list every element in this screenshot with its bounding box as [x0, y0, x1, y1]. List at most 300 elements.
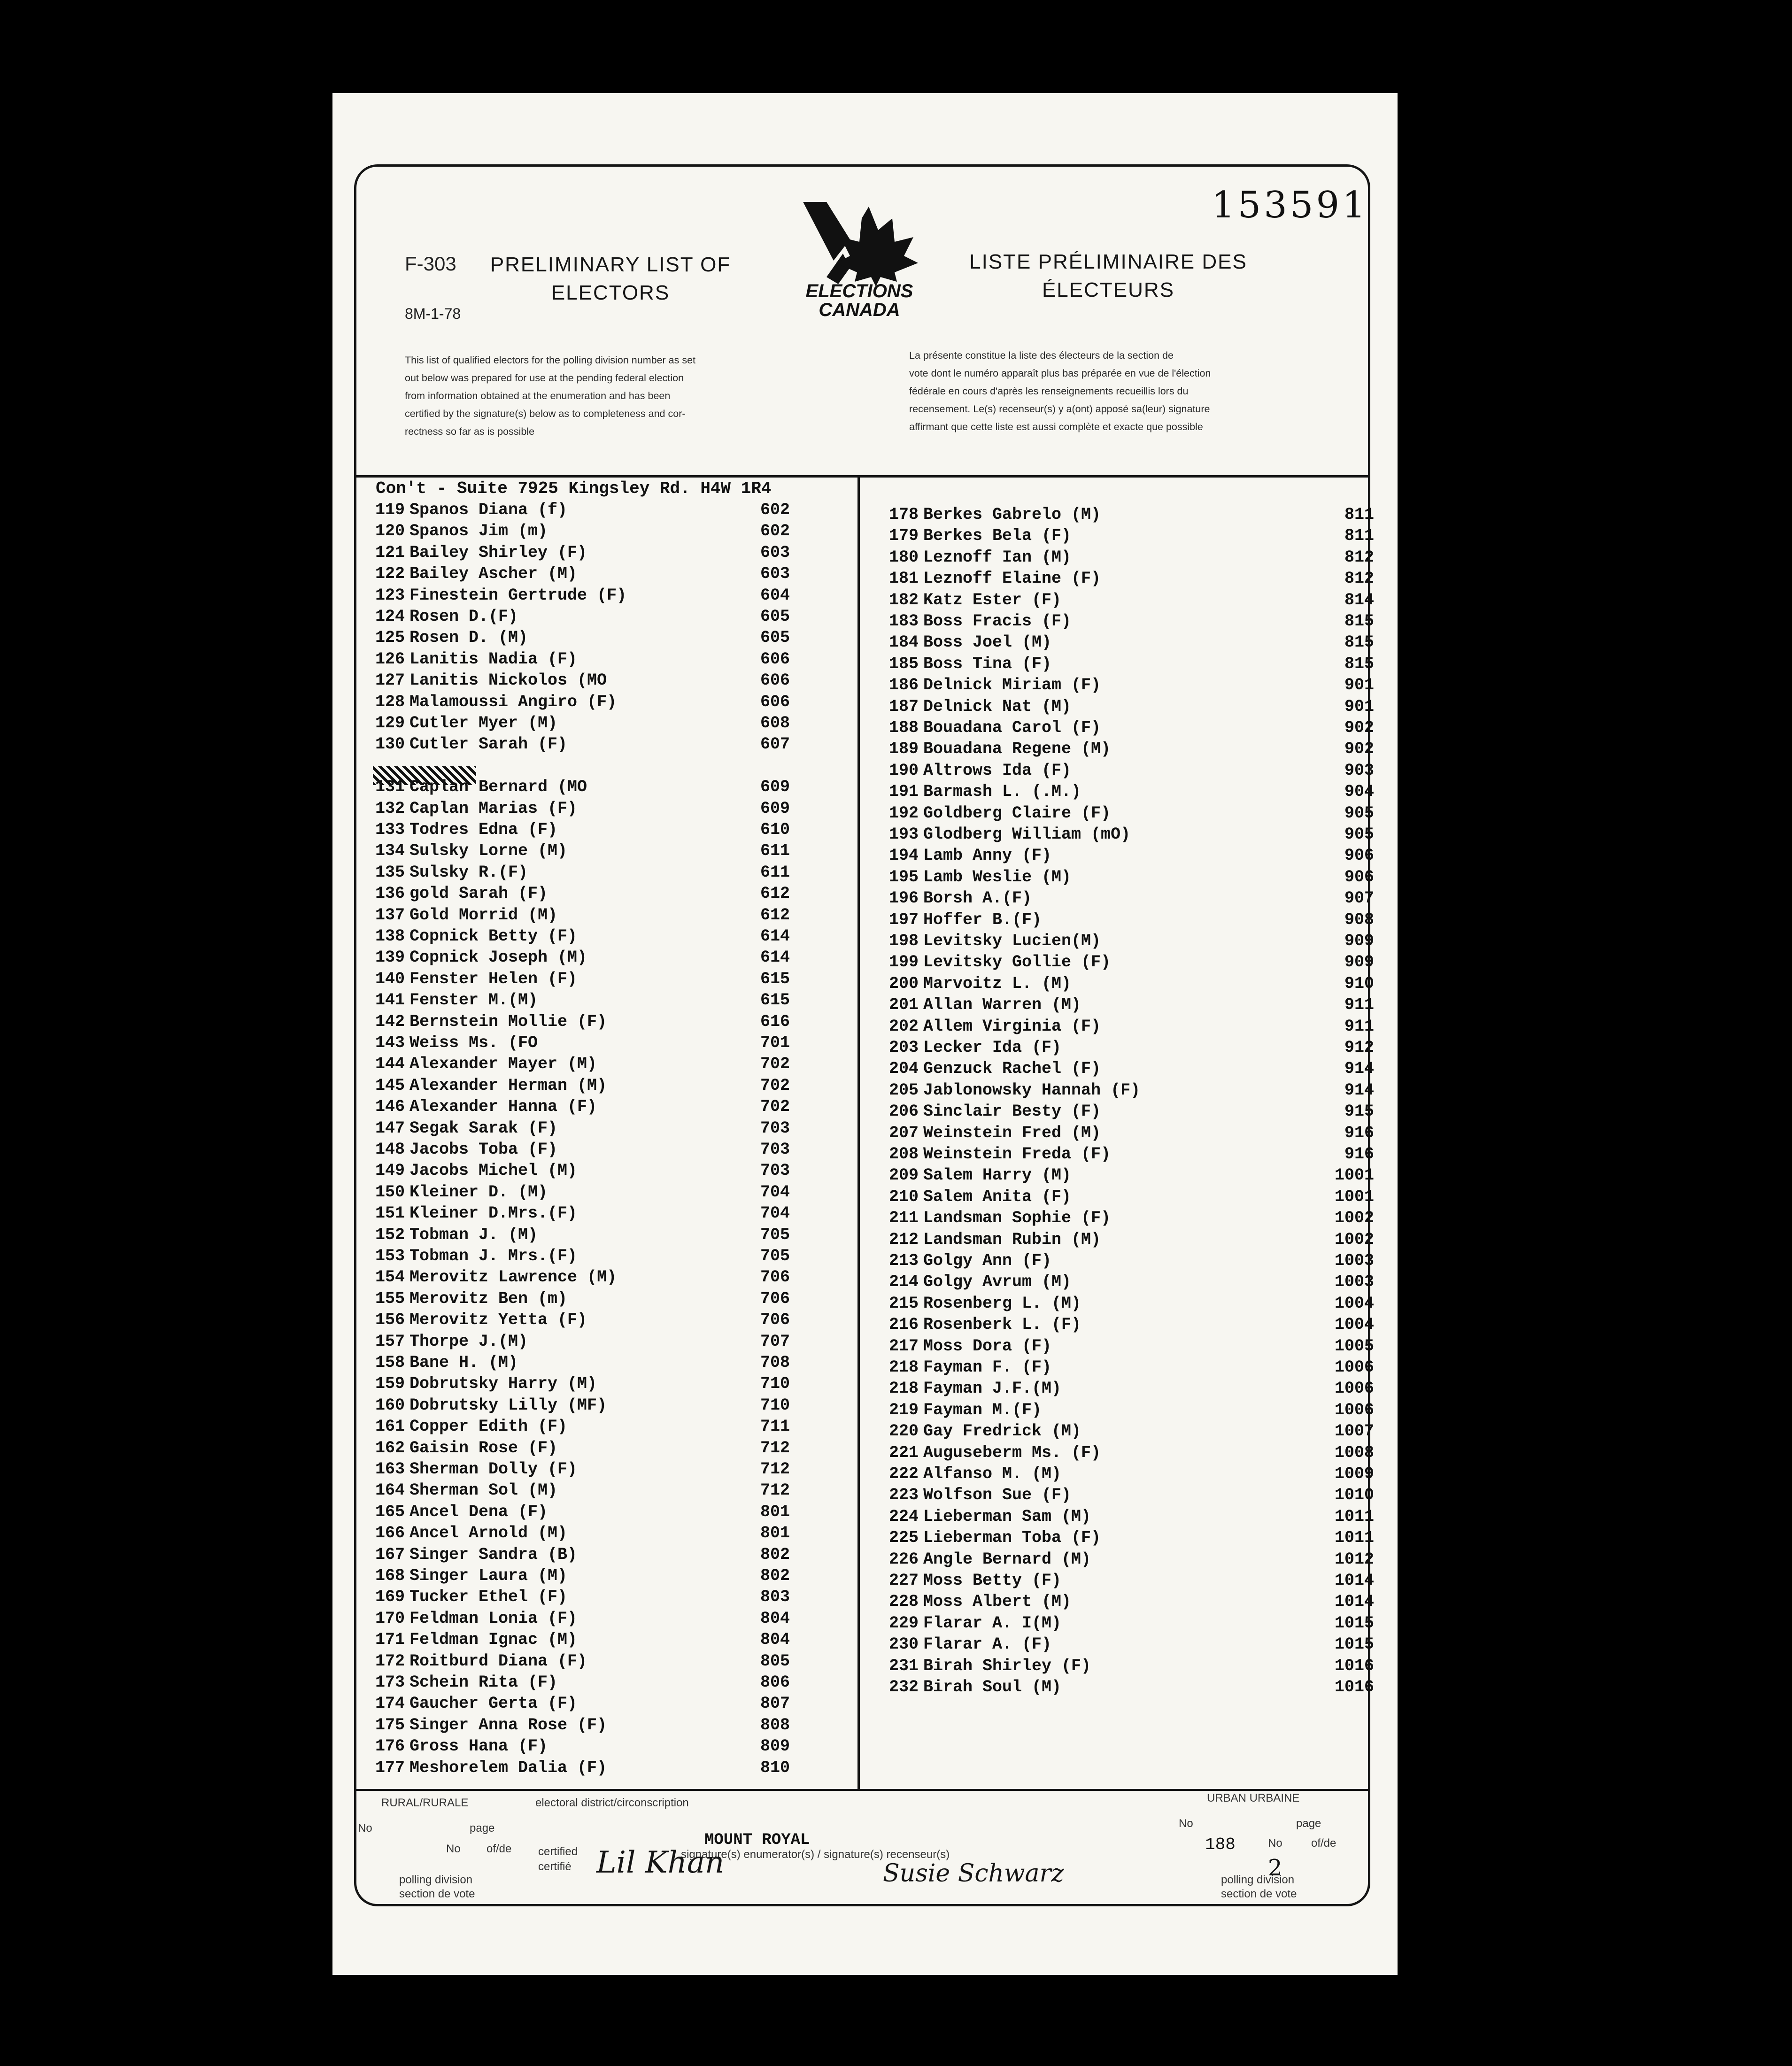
elector-number: 148 — [375, 1140, 405, 1159]
elector-name: Sulsky Lorne (M) — [409, 841, 568, 861]
title-french — [958, 248, 1259, 304]
elector-entry — [876, 1677, 1383, 1698]
elector-number: 172 — [375, 1651, 405, 1671]
elector-number: 120 — [375, 522, 405, 541]
elector-number: 178 — [888, 505, 919, 524]
elector-number: 222 — [888, 1465, 919, 1483]
elector-number: 179 — [888, 526, 919, 546]
elector-address: 1002 — [1334, 1209, 1374, 1228]
elector-name: Bailey Ascher (M) — [409, 564, 578, 584]
elector-number: 217 — [888, 1336, 919, 1356]
district-label: electoral district/circonscription — [535, 1796, 689, 1809]
elector-number: 139 — [375, 948, 405, 967]
elector-name: Rosenberk L. (F) — [923, 1315, 1081, 1334]
elector-entry — [363, 1672, 799, 1693]
elector-entry — [876, 1421, 1383, 1442]
elector-address: 914 — [1344, 1080, 1374, 1100]
elector-address: 609 — [760, 778, 790, 797]
elector-number: 229 — [888, 1613, 919, 1633]
elector-entry — [363, 1075, 799, 1096]
intro-line: certified by the signature(s) below as to completeness and cor- — [405, 408, 686, 419]
elector-name: Berkes Gabrelo (M) — [923, 505, 1101, 524]
title-french-line-1: LISTE PRÉLIMINAIRE DES — [969, 250, 1247, 273]
elector-number: 191 — [888, 782, 919, 802]
elector-address: 703 — [760, 1118, 790, 1138]
elector-address: 606 — [760, 692, 790, 711]
elector-address: 901 — [1344, 676, 1374, 695]
elector-entry — [876, 1506, 1383, 1527]
elector-entry — [363, 1331, 799, 1352]
elector-address: 1002 — [1334, 1230, 1374, 1249]
polling-division-label-fr: section de vote — [399, 1888, 475, 1900]
elector-entry — [363, 500, 799, 521]
elector-address: 811 — [1344, 526, 1374, 546]
elector-entry — [363, 1544, 799, 1565]
title-english-line-1: PRELIMINARY LIST OF — [490, 253, 731, 276]
elector-name: Boss Tina (F) — [923, 654, 1052, 673]
elector-name: Boss Joel (M) — [923, 633, 1052, 652]
elector-entry — [363, 585, 799, 606]
elector-entry — [363, 1608, 799, 1629]
elector-entry — [363, 734, 799, 755]
elector-number: 167 — [375, 1545, 405, 1564]
elector-address: 705 — [760, 1247, 790, 1265]
elector-number: 169 — [375, 1588, 405, 1607]
elector-entry — [876, 781, 1383, 802]
elector-address: 604 — [760, 586, 790, 605]
elector-entry — [876, 1549, 1383, 1570]
elector-name: Cutler Myer (M) — [409, 714, 558, 732]
elector-entry — [876, 504, 1383, 525]
elector-number: 158 — [375, 1353, 405, 1372]
elector-name: Goldberg Claire (F) — [923, 803, 1111, 823]
elector-entry — [876, 1314, 1383, 1335]
elector-address: 807 — [760, 1694, 790, 1713]
title-english — [488, 251, 733, 307]
elector-address: 602 — [760, 522, 790, 541]
elector-address: 705 — [760, 1225, 790, 1244]
elector-entry — [363, 1096, 799, 1118]
elector-entry — [363, 1160, 799, 1181]
elector-number: 165 — [375, 1502, 405, 1521]
elector-name: Barmash L. (.M.) — [923, 782, 1081, 802]
elector-entry — [363, 1267, 799, 1288]
elector-entry — [363, 1523, 799, 1544]
elector-name: Bouadana Regene (M) — [923, 740, 1111, 759]
elector-name: Alfanso M. (M) — [923, 1465, 1062, 1483]
elector-address: 1009 — [1334, 1465, 1374, 1483]
elector-entry — [363, 1139, 799, 1160]
elector-entry — [363, 883, 799, 904]
elector-name: Gold Morrid (M) — [409, 905, 558, 925]
elector-name: Flarar A. (F) — [923, 1635, 1052, 1654]
elector-entry — [363, 1736, 799, 1757]
urban-label: URBAN URBAINE — [1207, 1792, 1300, 1804]
elector-number: 146 — [375, 1097, 405, 1117]
elector-entry — [363, 905, 799, 926]
elector-number: 166 — [375, 1524, 405, 1543]
elector-number: 121 — [375, 543, 405, 562]
elector-address: 1014 — [1334, 1571, 1374, 1590]
logo-line-1: ELECTIONS — [805, 281, 913, 301]
elector-address: 704 — [760, 1204, 790, 1223]
rural-no-label: No — [358, 1822, 372, 1835]
elector-name: Spanos Diana (f) — [409, 501, 568, 519]
elector-name: Dobrutsky Lilly (MF) — [409, 1395, 607, 1415]
elector-number: 159 — [375, 1374, 405, 1394]
elector-entry — [876, 654, 1383, 675]
elector-address: 905 — [1344, 825, 1374, 844]
elector-number: 153 — [375, 1247, 405, 1265]
elector-entry — [876, 611, 1383, 632]
elector-name: Copnick Betty (F) — [409, 927, 578, 946]
elector-entry — [363, 1011, 799, 1033]
elector-number: 149 — [375, 1161, 405, 1180]
elector-address: 1003 — [1334, 1251, 1374, 1270]
elector-name: Malamoussi Angiro (F) — [409, 692, 617, 711]
elector-address: 801 — [760, 1502, 790, 1521]
elector-number: 133 — [375, 820, 405, 839]
elector-name: Dobrutsky Harry (M) — [409, 1374, 597, 1394]
elector-number: 125 — [375, 628, 405, 648]
elector-address: 1007 — [1334, 1422, 1374, 1441]
elector-entry — [363, 542, 799, 563]
elector-name: Lieberman Toba (F) — [923, 1528, 1101, 1548]
elector-name: gold Sarah (F) — [409, 884, 548, 903]
elector-name: Angle Bernard (M) — [923, 1550, 1091, 1569]
elector-name: Auguseberm Ms. (F) — [923, 1443, 1101, 1462]
elector-number: 143 — [375, 1033, 405, 1052]
elector-number: 199 — [888, 953, 919, 972]
elector-number: 155 — [375, 1289, 405, 1308]
elector-address: 609 — [760, 799, 790, 818]
elector-name: Landsman Sophie (F) — [923, 1209, 1111, 1228]
elector-entry — [876, 1208, 1383, 1229]
elector-name: Golgy Ann (F) — [923, 1251, 1052, 1270]
elector-name: Fenster M.(M) — [409, 991, 538, 1010]
elector-number: 156 — [375, 1311, 405, 1330]
elector-entry — [876, 1485, 1383, 1506]
elector-entry — [363, 1352, 799, 1373]
elector-name: Leznoff Elaine (F) — [923, 569, 1101, 588]
header-divider — [354, 475, 1368, 478]
elector-name: Birah Soul (M) — [923, 1678, 1062, 1696]
elector-number: 150 — [375, 1182, 405, 1202]
footer-divider — [354, 1789, 1368, 1791]
elector-name: Merovitz Yetta (F) — [409, 1311, 587, 1330]
elector-entry — [876, 1229, 1383, 1250]
elector-name: Alexander Hanna (F) — [409, 1097, 597, 1117]
elector-name: Tobman J. Mrs.(F) — [409, 1247, 578, 1265]
elector-number: 225 — [888, 1528, 919, 1548]
elector-address: 606 — [760, 649, 790, 669]
elector-address: 710 — [760, 1374, 790, 1394]
elector-entry — [363, 692, 799, 713]
elector-number: 171 — [375, 1630, 405, 1650]
elector-address: 706 — [760, 1289, 790, 1308]
elector-number: 124 — [375, 607, 405, 626]
elector-number: 136 — [375, 884, 405, 903]
elector-address: 806 — [760, 1673, 790, 1692]
elector-number: 187 — [888, 697, 919, 716]
elector-name: Kleiner D.Mrs.(F) — [409, 1204, 578, 1223]
elector-number: 204 — [888, 1059, 919, 1079]
elector-name: Gross Hana (F) — [409, 1737, 548, 1756]
title-english-line-2: ELECTORS — [551, 281, 670, 304]
elector-name: Rosenberg L. (M) — [923, 1294, 1081, 1313]
elector-number: 138 — [375, 927, 405, 946]
elector-number: 162 — [375, 1438, 405, 1457]
electoral-district-name: MOUNT ROYAL — [704, 1831, 810, 1849]
elector-name: Hoffer B.(F) — [923, 910, 1042, 929]
elector-entry — [876, 1165, 1383, 1186]
elector-name: Ancel Dena (F) — [409, 1502, 548, 1521]
rural-label: RURAL/RURALE — [381, 1796, 469, 1809]
intro-line: out below was prepared for use at the pending federal election — [405, 372, 684, 384]
elector-address: 1015 — [1334, 1635, 1374, 1654]
elector-name: Gay Fredrick (M) — [923, 1422, 1081, 1441]
elector-entry — [363, 521, 799, 542]
elector-address: 706 — [760, 1311, 790, 1330]
elector-address: 1008 — [1334, 1443, 1374, 1462]
elector-address: 915 — [1344, 1102, 1374, 1121]
elector-name: Fayman M.(F) — [923, 1400, 1042, 1419]
elector-entry — [876, 675, 1383, 696]
elector-entry — [876, 1272, 1383, 1293]
elector-entry — [876, 696, 1383, 717]
elector-number: 129 — [375, 714, 405, 732]
elector-number: 203 — [888, 1038, 919, 1057]
elector-entry — [876, 888, 1383, 909]
elector-entry — [876, 717, 1383, 739]
elector-address: 907 — [1344, 889, 1374, 908]
elector-address: 815 — [1344, 654, 1374, 673]
elector-number: 230 — [888, 1635, 919, 1654]
elector-entry — [363, 947, 799, 968]
continuation-address: Con't - Suite 7925 Kingsley Rd. H4W 1R4 — [376, 479, 772, 498]
elector-entry — [876, 568, 1383, 589]
elector-number: 144 — [375, 1055, 405, 1074]
elector-name: Salem Harry (M) — [923, 1166, 1072, 1185]
elector-entry — [876, 739, 1383, 760]
rural-page-label: page — [470, 1822, 495, 1835]
elector-address: 615 — [760, 991, 790, 1010]
elector-entry — [363, 1693, 799, 1714]
elector-name: Kleiner D. (M) — [409, 1182, 548, 1202]
elector-address: 916 — [1344, 1145, 1374, 1164]
elector-number: 161 — [375, 1417, 405, 1436]
elector-entry — [363, 1310, 799, 1331]
elector-number: 128 — [375, 692, 405, 711]
elector-number: 223 — [888, 1486, 919, 1505]
elector-name: Feldman Lonia (F) — [409, 1609, 578, 1628]
elector-address: 615 — [760, 969, 790, 988]
elector-address: 909 — [1344, 932, 1374, 950]
elector-address: 712 — [760, 1460, 790, 1479]
elector-address: 909 — [1344, 953, 1374, 972]
polling-division-label-urban: polling division — [1221, 1873, 1295, 1886]
elector-number: 177 — [375, 1758, 405, 1777]
elector-number: 198 — [888, 932, 919, 950]
elector-address: 602 — [760, 501, 790, 519]
elector-entry — [363, 1416, 799, 1437]
elector-number: 157 — [375, 1332, 405, 1351]
urban-no-label-2: No — [1268, 1837, 1282, 1850]
elector-entry — [363, 1395, 799, 1416]
elector-address: 814 — [1344, 590, 1374, 609]
elector-entry — [363, 798, 799, 819]
elector-address: 614 — [760, 948, 790, 967]
elector-name: Weiss Ms. (FO — [409, 1033, 538, 1052]
elector-number: 130 — [375, 735, 405, 754]
elector-number: 208 — [888, 1145, 919, 1164]
page-number: 2 — [1268, 1855, 1282, 1881]
elector-name: Gaisin Rose (F) — [409, 1438, 558, 1457]
elector-number: 132 — [375, 799, 405, 818]
elector-name: Schein Rita (F) — [409, 1673, 558, 1692]
elector-name: Katz Ester (F) — [923, 590, 1062, 609]
elector-entry — [363, 1715, 799, 1736]
elector-address: 901 — [1344, 697, 1374, 716]
elector-address: 808 — [760, 1715, 790, 1735]
elector-entry — [876, 547, 1383, 568]
intro-line: vote dont le numéro apparaît plus bas préparée en vue de l'élection — [909, 368, 1211, 379]
elector-name: Fenster Helen (F) — [409, 969, 578, 988]
elector-name: Landsman Rubin (M) — [923, 1230, 1101, 1249]
elector-address: 804 — [760, 1630, 790, 1650]
elector-address: 908 — [1344, 910, 1374, 929]
elector-entry — [363, 1651, 799, 1672]
elector-number: 227 — [888, 1571, 919, 1590]
elector-address: 711 — [760, 1417, 790, 1436]
elector-address: 1006 — [1334, 1358, 1374, 1377]
elector-number: 122 — [375, 564, 405, 584]
elector-name: Lanitis Nickolos (MO — [409, 671, 607, 690]
elector-name: Lamb Anny (F) — [923, 846, 1052, 865]
elector-address: 1014 — [1334, 1592, 1374, 1611]
elector-entry — [876, 1293, 1383, 1314]
elector-entry — [876, 1080, 1383, 1101]
elector-name: Alexander Herman (M) — [409, 1076, 607, 1095]
elector-name: Levitsky Lucien(M) — [923, 932, 1101, 950]
elector-entry — [363, 1758, 799, 1779]
elector-entry — [363, 1054, 799, 1075]
elector-number: 163 — [375, 1460, 405, 1479]
elector-number: 180 — [888, 547, 919, 567]
elector-number: 200 — [888, 974, 919, 993]
elections-canada-wordmark — [794, 282, 925, 319]
elector-name: Caplan Bernard (MO — [409, 778, 587, 797]
elector-name: Spanos Jim (m) — [409, 522, 548, 541]
elector-name: Levitsky Gollie (F) — [923, 953, 1111, 972]
elector-entry — [876, 973, 1383, 994]
elector-name: Copnick Joseph (M) — [409, 948, 587, 967]
elector-name: Sherman Dolly (F) — [409, 1460, 578, 1479]
elector-name: Jacobs Toba (F) — [409, 1140, 558, 1159]
elector-name: Leznoff Ian (M) — [923, 547, 1072, 567]
elector-number: 176 — [375, 1737, 405, 1756]
elector-name: Singer Anna Rose (F) — [409, 1715, 607, 1735]
logo-line-2: CANADA — [819, 300, 900, 320]
elector-number: 154 — [375, 1268, 405, 1287]
elector-entry — [363, 990, 799, 1011]
urban-of-label: of/de — [1311, 1837, 1336, 1850]
elector-address: 702 — [760, 1097, 790, 1117]
elector-number: 207 — [888, 1123, 919, 1142]
elector-address: 1016 — [1334, 1656, 1374, 1675]
elector-entry — [876, 1037, 1383, 1058]
elector-name: Sinclair Besty (F) — [923, 1102, 1101, 1121]
certified-label-fr: certifié — [538, 1860, 572, 1873]
rural-of-label: of/de — [487, 1842, 512, 1855]
elector-entry — [363, 1118, 799, 1139]
elector-number: 219 — [888, 1400, 919, 1419]
elector-address: 707 — [760, 1332, 790, 1351]
elector-address: 706 — [760, 1268, 790, 1287]
elector-address: 804 — [760, 1609, 790, 1628]
elector-number: 228 — [888, 1592, 919, 1611]
elector-name: Marvoitz L. (M) — [923, 974, 1072, 993]
elector-number: 226 — [888, 1550, 919, 1569]
rural-no-label-2: No — [446, 1842, 461, 1855]
elector-number: 123 — [375, 586, 405, 605]
elector-address: 616 — [760, 1012, 790, 1031]
elector-address: 614 — [760, 927, 790, 946]
intro-line: from information obtained at the enumeration and has been — [405, 390, 671, 401]
elector-entry — [876, 760, 1383, 781]
elector-name: Lieberman Sam (M) — [923, 1507, 1091, 1526]
elector-name: Bernstein Mollie (F) — [409, 1012, 607, 1031]
intro-line: affirmant que cette liste est aussi complète et exacte que possible — [909, 421, 1203, 432]
elector-address: 815 — [1344, 612, 1374, 631]
elector-entry — [876, 1250, 1383, 1272]
elector-name: Moss Albert (M) — [923, 1592, 1072, 1611]
elector-address: 603 — [760, 564, 790, 584]
elector-address: 1012 — [1334, 1550, 1374, 1569]
elector-number: 168 — [375, 1566, 405, 1585]
elector-number: 185 — [888, 654, 919, 673]
elector-address: 803 — [760, 1588, 790, 1607]
elector-number: 119 — [375, 501, 405, 519]
elector-number: 210 — [888, 1187, 919, 1206]
elector-entry — [876, 1442, 1383, 1464]
elector-name: Lamb Weslie (M) — [923, 867, 1072, 887]
elector-name: Golgy Avrum (M) — [923, 1272, 1072, 1292]
elector-number: 145 — [375, 1076, 405, 1095]
elector-number: 152 — [375, 1225, 405, 1244]
elector-number: 194 — [888, 846, 919, 865]
elector-entry — [876, 1656, 1383, 1677]
elector-name: Moss Betty (F) — [923, 1571, 1062, 1590]
elector-name: Moss Dora (F) — [923, 1336, 1052, 1356]
elector-address: 1004 — [1334, 1315, 1374, 1334]
elector-entry — [363, 1225, 799, 1246]
elector-name: Borsh A.(F) — [923, 889, 1032, 908]
elector-address: 712 — [760, 1481, 790, 1500]
elector-entry — [876, 632, 1383, 653]
elector-number: 126 — [375, 649, 405, 669]
elector-number: 216 — [888, 1315, 919, 1334]
elector-address: 903 — [1344, 761, 1374, 780]
elector-number: 183 — [888, 612, 919, 631]
elector-entry — [876, 1400, 1383, 1421]
elector-number: 231 — [888, 1656, 919, 1675]
intro-line: fédérale en cours d'après les renseignements recueillis lors du — [909, 385, 1189, 397]
elector-entry — [876, 845, 1383, 866]
elector-address: 802 — [760, 1545, 790, 1564]
elector-name: Cutler Sarah (F) — [409, 735, 568, 754]
elector-address: 607 — [760, 735, 790, 754]
